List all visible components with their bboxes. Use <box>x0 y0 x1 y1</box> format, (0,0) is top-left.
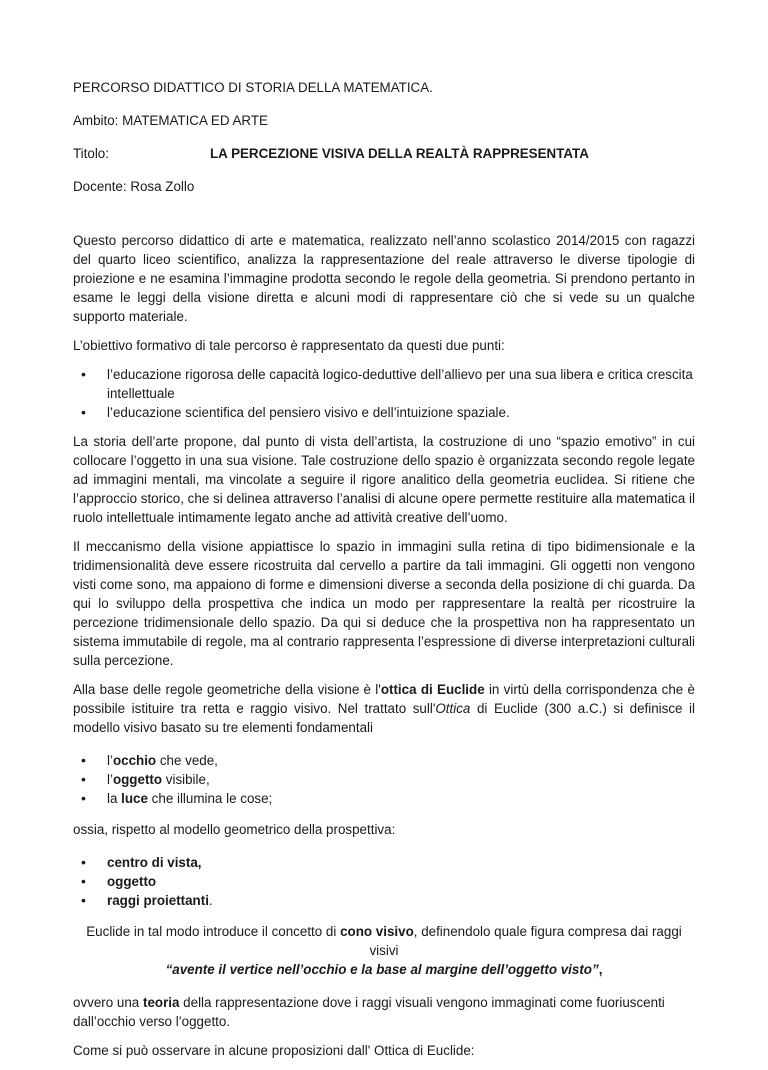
art-history-paragraph: La storia dell’arte propone, dal punto di vista dell’artista, la costruzione di uno “spazio emotivo” in cui collocare l’oggetto in una sua visione. Tale costruzione dello spazio è organizzata secondo regole legate ad immagini mentali, ma vincolate a seguire il rigore analitico della geometria euclidea. Si ritiene che l’approccio storico, che si delinea attraverso l’analisi di alcune opere permette restituire alla matematica il ruolo intellettuale intimamente legato anche ad attività creative dell’uomo. <box>73 434 695 525</box>
list-item: • oggetto <box>73 872 695 891</box>
elements-list <box>73 751 695 808</box>
list-item: • l’educazione rigorosa delle capacità logico-deduttive dell’allievo per una sua libera e critica crescita intellettuale <box>73 365 695 403</box>
text-run: Alla base delle regole geometriche della visione è l' <box>73 682 381 697</box>
list-item: • l’occhio che vede, <box>73 751 695 770</box>
text-run: di Euclide (300 a.C.) si definisce il modello visivo basato su tre elementi fondamentali <box>73 701 696 735</box>
text-run: in virtù della corrispondenza che è possibile istituire tra retta e raggio visivo. Nel trattato sull' <box>73 682 695 716</box>
intro-paragraph: Questo percorso didattico di arte e matematica, realizzato nell’anno scolastico 2014/2015 con ragazzi del quarto liceo scientifico, analizza la rappresentazione del reale attraverso le diverse tipologie di proiezione e ne esamina l’immagine prodotta secondo le regole della geometria. Si prendono pertanto in esame le leggi della visione diretta e alcuni modi di rappresentare ciò che si vede su un qualche supporto materiale. <box>73 233 695 324</box>
list-item: • raggi proiettanti. <box>73 891 695 910</box>
document-page <box>73 78 695 1070</box>
theory-paragraph: ovvero una teoria della rappresentazione dove i raggi visuali vengono immaginati come fuoriuscenti dall’occhio verso l’oggetto. <box>73 995 665 1029</box>
vision-mechanism-paragraph: Il meccanismo della visione appiattisce lo spazio in immagini sulla retina di tipo bidimensionale e la tridimensionalità deve essere ricostruita dal cervello a partire da tali immagini. Gli oggetti non vengono visti come sono, ma appaiono di forme e dimensioni diverse a seconda della posizione di chi guarda. Da qui lo sviluppo della prospettiva che indica un modo per rappresentare la realtà per ricostruire la percezione tridimensionale dello spazio. Da qui si deduce che la prospettiva non ha rappresentato un sistema immutabile di regole, ma al contrario rappresenta l’espressione di diverse interpretazioni culturali sulla percezione. <box>73 539 695 668</box>
visual-cone-definition <box>73 922 695 979</box>
document-title: LA PERCEZIONE VISIVA DELLA REALTÀ RAPPRESENTATA <box>210 146 589 161</box>
euclid-optics-paragraph <box>73 680 695 737</box>
perspective-model-list <box>73 853 695 910</box>
visual-cone-quote: “avente il vertice nell’occhio e la base al margine dell’oggetto visto”, <box>165 962 603 977</box>
title-label: Titolo: <box>73 146 109 161</box>
italic-term: Ottica <box>435 701 471 716</box>
teacher-line: Docente: Rosa Zollo <box>73 179 195 194</box>
ambito-line: Ambito: MATEMATICA ED ARTE <box>73 113 268 128</box>
visual-cone-line: Euclide in tal modo introduce il concetto di cono visivo, definendolo quale figura compresa dai raggi visivi <box>86 924 682 958</box>
ossia-line: ossia, rispetto al modello geometrico della prospettiva: <box>73 822 396 837</box>
list-item: • l’oggetto visibile, <box>73 770 695 789</box>
bold-term: ottica di Euclide <box>380 682 485 697</box>
list-item: • centro di vista, <box>73 853 695 872</box>
objective-intro: L’obiettivo formativo di tale percorso è rappresentato da questi due punti: <box>73 338 505 353</box>
list-item: • l’educazione scientifica del pensiero visivo e dell’intuizione spaziale. <box>73 403 695 422</box>
list-item: • la luce che illumina le cose; <box>73 789 695 808</box>
objectives-list <box>73 365 695 422</box>
course-heading: PERCORSO DIDATTICO DI STORIA DELLA MATEMATICA. <box>73 80 433 95</box>
propositions-intro: Come si può osservare in alcune proposizioni dall' Ottica di Euclide: <box>73 1043 475 1058</box>
title-row <box>73 144 695 163</box>
